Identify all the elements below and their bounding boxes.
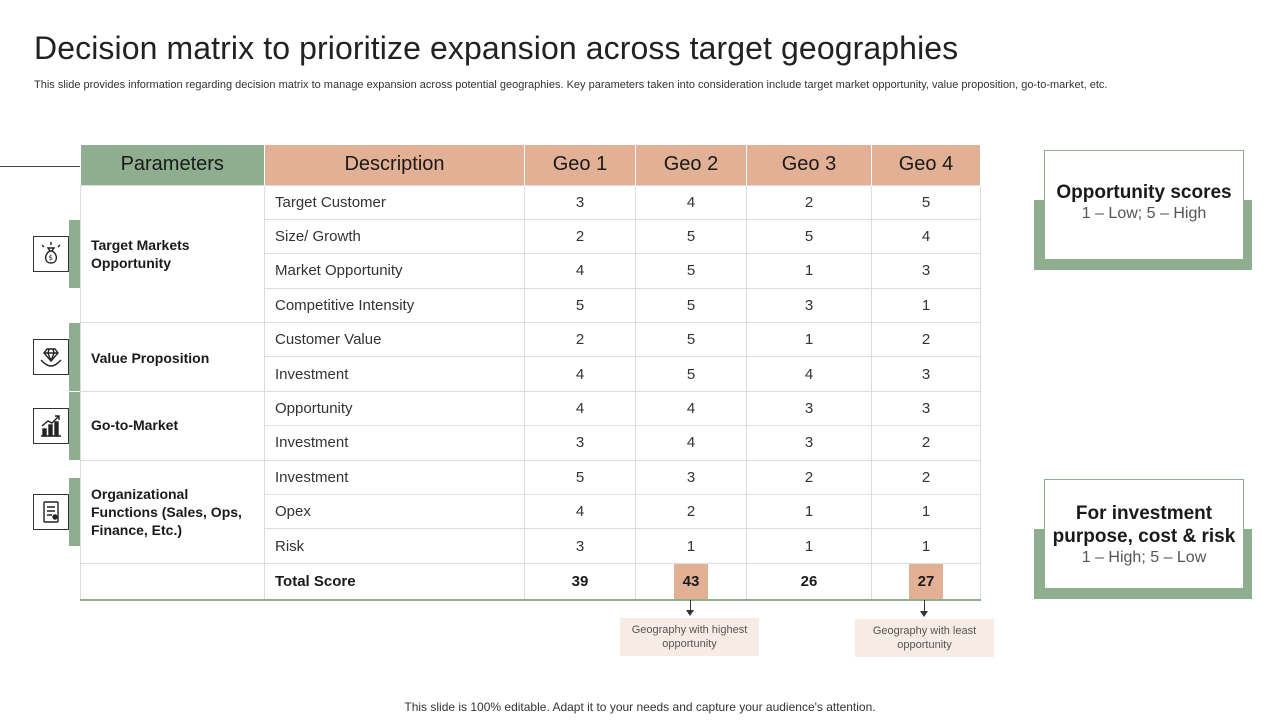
score-cell: 5 — [525, 288, 636, 322]
parameter-label: Organizational Functions (Sales, Ops, Finance, Etc.) — [91, 486, 242, 538]
score-cell: 1 — [872, 495, 981, 529]
slide-title: Decision matrix to prioritize expansion across target geographies — [34, 30, 959, 66]
score-cell: 3 — [747, 288, 872, 322]
highlight-highest: 43 — [674, 564, 708, 599]
score-cell: 4 — [636, 185, 747, 219]
score-cell: 1 — [747, 254, 872, 288]
legend-card — [1044, 150, 1244, 260]
total-empty-cell — [81, 563, 265, 600]
row-description: Investment — [265, 426, 525, 460]
score-cell: 2 — [525, 219, 636, 253]
row-description: Investment — [265, 357, 525, 391]
row-description: Customer Value — [265, 323, 525, 357]
legend-card — [1044, 479, 1244, 589]
score-cell: 3 — [747, 391, 872, 425]
row-description: Opportunity — [265, 391, 525, 425]
score-cell: 4 — [747, 357, 872, 391]
score-cell: 3 — [636, 460, 747, 494]
header-parameters: Parameters — [81, 145, 265, 185]
parameter-accent-bar — [69, 220, 80, 288]
legend-scale: 1 – High; 5 – Low — [1081, 549, 1207, 566]
total-geo-4 — [872, 563, 981, 600]
score-cell: 4 — [525, 254, 636, 288]
score-cell: 4 — [636, 391, 747, 425]
total-geo-2 — [636, 563, 747, 600]
score-cell: 2 — [747, 185, 872, 219]
row-description: Target Customer — [265, 185, 525, 219]
score-cell: 3 — [525, 185, 636, 219]
score-cell: 5 — [636, 254, 747, 288]
growth-chart-icon — [33, 408, 69, 444]
legend-scale: 1 – Low; 5 – High — [1081, 205, 1207, 222]
score-cell: 5 — [636, 288, 747, 322]
total-score-label: Total Score — [265, 563, 525, 600]
score-cell: 5 — [636, 219, 747, 253]
highlight-least: 27 — [909, 564, 943, 599]
slide-footer: This slide is 100% editable. Adapt it to your needs and capture your audience's attention. — [404, 700, 876, 714]
score-cell: 3 — [747, 426, 872, 460]
slide-subtitle: This slide provides information regarding decision matrix to manage expansion across potential geographies. Key parameters taken into consideration include target market opportunity, value proposition, go-to-market, etc. — [34, 79, 1108, 91]
score-cell: 1 — [747, 495, 872, 529]
score-cell: 2 — [872, 426, 981, 460]
row-description: Market Opportunity — [265, 254, 525, 288]
score-cell: 5 — [636, 357, 747, 391]
legend-heading: For investment purpose, cost & risk — [1052, 503, 1236, 547]
parameter-accent-bar — [69, 478, 80, 546]
arrow-down-icon — [924, 600, 925, 615]
score-cell: 4 — [872, 219, 981, 253]
score-cell: 1 — [872, 529, 981, 563]
score-cell: 5 — [636, 323, 747, 357]
score-cell: 2 — [872, 460, 981, 494]
score-cell: 3 — [872, 254, 981, 288]
score-cell: 3 — [872, 391, 981, 425]
score-cell: 3 — [525, 426, 636, 460]
score-cell: 4 — [525, 357, 636, 391]
score-cell: 2 — [636, 495, 747, 529]
decorative-line — [0, 166, 80, 167]
score-cell: 3 — [525, 529, 636, 563]
parameter-accent-bar — [69, 323, 80, 391]
total-geo-3: 26 — [747, 563, 872, 600]
score-cell: 2 — [525, 323, 636, 357]
table-row — [81, 185, 981, 219]
row-description: Competitive Intensity — [265, 288, 525, 322]
score-cell: 1 — [636, 529, 747, 563]
parameter-accent-bar — [69, 392, 80, 460]
score-cell: 5 — [525, 460, 636, 494]
score-cell: 5 — [872, 185, 981, 219]
header-geo-4: Geo 4 — [872, 145, 981, 185]
header-geo-3: Geo 3 — [747, 145, 872, 185]
parameter-label: Value Proposition — [91, 350, 210, 366]
svg-text:$: $ — [48, 254, 53, 262]
arrow-down-icon — [690, 600, 691, 614]
row-description: Opex — [265, 495, 525, 529]
parameter-label: Target Markets Opportunity — [91, 237, 190, 271]
score-cell: 5 — [747, 219, 872, 253]
diamond-hand-icon — [33, 339, 69, 375]
score-cell: 4 — [525, 495, 636, 529]
parameter-label: Go-to-Market — [91, 417, 179, 433]
score-cell: 1 — [747, 323, 872, 357]
header-geo-2: Geo 2 — [636, 145, 747, 185]
score-cell: 3 — [872, 357, 981, 391]
money-bag-icon — [33, 236, 69, 272]
row-description: Size/ Growth — [265, 219, 525, 253]
legend-heading: Opportunity scores — [1056, 182, 1232, 203]
table-header-row — [81, 145, 981, 185]
documents-icon — [33, 494, 69, 530]
row-description: Risk — [265, 529, 525, 563]
score-cell: 2 — [747, 460, 872, 494]
score-cell: 1 — [872, 288, 981, 322]
callout-least: Geography with least opportunity — [855, 619, 994, 657]
total-score-row — [81, 563, 981, 600]
score-cell: 2 — [872, 323, 981, 357]
score-cell: 1 — [747, 529, 872, 563]
score-cell: 4 — [636, 426, 747, 460]
callout-highest: Geography with highest opportunity — [620, 618, 759, 656]
total-geo-1: 39 — [525, 563, 636, 600]
row-description: Investment — [265, 460, 525, 494]
score-cell: 4 — [525, 391, 636, 425]
header-description: Description — [265, 145, 525, 185]
header-geo-1: Geo 1 — [525, 145, 636, 185]
